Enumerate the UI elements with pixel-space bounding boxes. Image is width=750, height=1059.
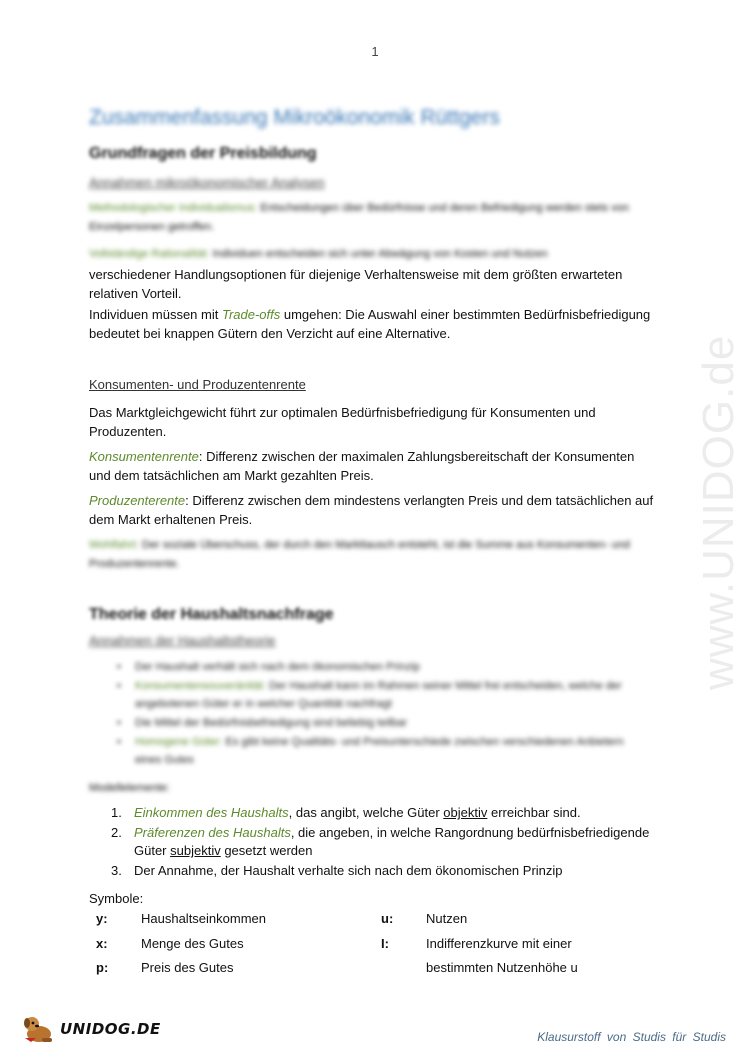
symbol-x-desc: Menge des Gutes	[141, 936, 244, 951]
symbol-i: I:	[381, 936, 389, 951]
unidog-logo[interactable]	[22, 1014, 161, 1044]
list-item	[115, 714, 645, 732]
term-individualismus: Methodologischer Individualismus:	[89, 202, 258, 214]
symbol-u: u:	[381, 911, 394, 926]
bullet-list-annahmen	[115, 658, 645, 770]
model-text: , die angeben, in welche Rangordnung bedürfnisbefriedigende Güter	[134, 825, 650, 858]
list-item	[115, 658, 645, 676]
paragraph-marktgleichgewicht: Das Marktgleichgewicht führt zur optimalen Bedürfnisbefriedigung für Konsumenten und Produzenten.	[89, 405, 596, 439]
paragraph-wohlfahrt	[89, 536, 659, 574]
tradeoffs-pre: Individuen müssen mit	[89, 307, 219, 322]
symbol-x: x:	[96, 936, 108, 951]
paragraph-individualismus	[89, 199, 659, 237]
list-item	[111, 862, 651, 880]
term-konsumentenrente: Konsumentenrente	[89, 449, 199, 464]
symbol-i-desc-cont: bestimmten Nutzenhöhe u	[426, 960, 578, 975]
list-item	[115, 677, 645, 713]
paragraph-rationalitaet	[89, 243, 659, 303]
tradeoffs-post: umgehen: Die Auswahl einer bestimmten Bedürfnisbefriedigung bedeutet bei knappen Gütern den Verzicht auf eine Alternative.	[89, 307, 651, 341]
footer-tagline: Klausurstoff von Studis für Studis	[537, 1030, 726, 1044]
list-number: 2.	[111, 825, 122, 840]
logo-text: UNIDOG.DE	[60, 1020, 161, 1038]
term-produzentenrente: Produzenterente	[89, 493, 186, 508]
page-number: 1	[371, 44, 379, 59]
dog-icon	[22, 1014, 56, 1044]
bullet-text: Die Mittel der Bedürfnisbefriedigung sind beliebig teilbar	[135, 717, 408, 729]
document-title: Zusammenfassung Mikroökonomik Rüttgers	[89, 106, 500, 129]
section-heading-preisbildung: Grundfragen der Preisbildung	[89, 145, 317, 162]
list-item	[111, 804, 651, 822]
text-individualismus: Entscheidungen über Bedürfnisse und deren Befriedigung werden stets von Einzelpersonen getroffen.	[89, 202, 629, 233]
subheading-renten: Konsumenten- und Produzentenrente	[89, 377, 306, 392]
symbol-u-desc: Nutzen	[426, 911, 468, 926]
term-rationalitaet: Vollständige Rationalität:	[89, 248, 210, 260]
bullet-text: Der Haushalt kann im Rahmen seiner Mittel frei entscheiden, welche der angebotenen Güter er in welcher Quantität nachfragt	[135, 680, 622, 710]
numbered-list-model	[111, 804, 651, 882]
list-number: 1.	[111, 805, 122, 820]
model-text: , das angibt, welche Güter	[288, 805, 444, 820]
section-heading-haushaltsnachfrage: Theorie der Haushaltsnachfrage	[89, 606, 334, 623]
rationalitaet-blurred-line	[89, 245, 548, 264]
subheading-haushaltstheorie: Annahmen der Haushaltstheorie	[89, 633, 276, 648]
list-number: 3.	[111, 863, 122, 878]
text-produzentenrente: : Differenz zwischen dem mindestens verlangten Preis und dem tatsächlichen auf dem Markt erhaltenen Preis.	[89, 493, 654, 527]
term-wohlfahrt: Wohlfahrt:	[89, 539, 139, 551]
model-underlined: objektiv	[443, 805, 488, 820]
model-term: Einkommen des Haushalts	[134, 805, 289, 820]
text-konsumentenrente: : Differenz zwischen der maximalen Zahlungsbereitschaft der Konsumenten und dem tatsächlichen am Markt gezahlten Preis.	[89, 449, 635, 483]
symbol-y-desc: Haushaltseinkommen	[141, 911, 267, 926]
symbol-i-desc: Indifferenzkurve mit einer	[426, 936, 572, 951]
list-item	[115, 733, 645, 769]
symbol-p-desc: Preis des Gutes	[141, 960, 234, 975]
model-text: Der Annahme, der Haushalt verhalte sich nach dem ökonomischen Prinzip	[134, 863, 563, 878]
list-item	[111, 824, 651, 860]
symbol-y: y:	[96, 911, 108, 926]
bullet-term: Konsumentensouveränität:	[135, 680, 266, 692]
text-rationalitaet-blur: Individuen entscheiden sich unter Abwägung von Kosten und Nutzen	[212, 248, 548, 260]
paragraph-tradeoffs	[89, 305, 659, 343]
bullet-text: Es gibt keine Qualitäts- und Preisunterschiede zwischen verschiedenen Anbietern eines Gutes	[135, 736, 624, 766]
paragraph-konsumentenrente	[89, 447, 659, 485]
bullet-term: Homogene Güter:	[135, 736, 223, 748]
text-rationalitaet-clear: verschiedener Handlungsoptionen für diejenige Verhaltensweise mit dem größten erwarteten relativen Vorteil.	[89, 267, 623, 301]
symbols-label: Symbole:	[89, 891, 144, 906]
subheading-annahmen: Annahmen mikroökonomischer Analysen	[89, 175, 325, 190]
model-text-post: erreichbar sind.	[487, 805, 581, 820]
model-elements-label: Modellelemente:	[89, 782, 170, 794]
symbol-p: p:	[96, 960, 109, 975]
bullet-text: Der Haushalt verhält sich nach dem ökonomischen Prinzip	[135, 661, 420, 673]
model-term: Präferenzen des Haushalts	[134, 825, 291, 840]
term-tradeoffs: Trade-offs	[221, 307, 281, 322]
text-wohlfahrt: Der soziale Überschuss, der durch den Markttausch entsteht, ist die Summe aus Konsumenten- und Produzentenrente.	[89, 539, 630, 570]
model-underlined: subjektiv	[170, 843, 221, 858]
watermark: www.UNIDOG.de	[694, 334, 743, 690]
model-text-post: gesetzt werden	[220, 843, 313, 858]
paragraph-produzentenrente	[89, 491, 659, 529]
